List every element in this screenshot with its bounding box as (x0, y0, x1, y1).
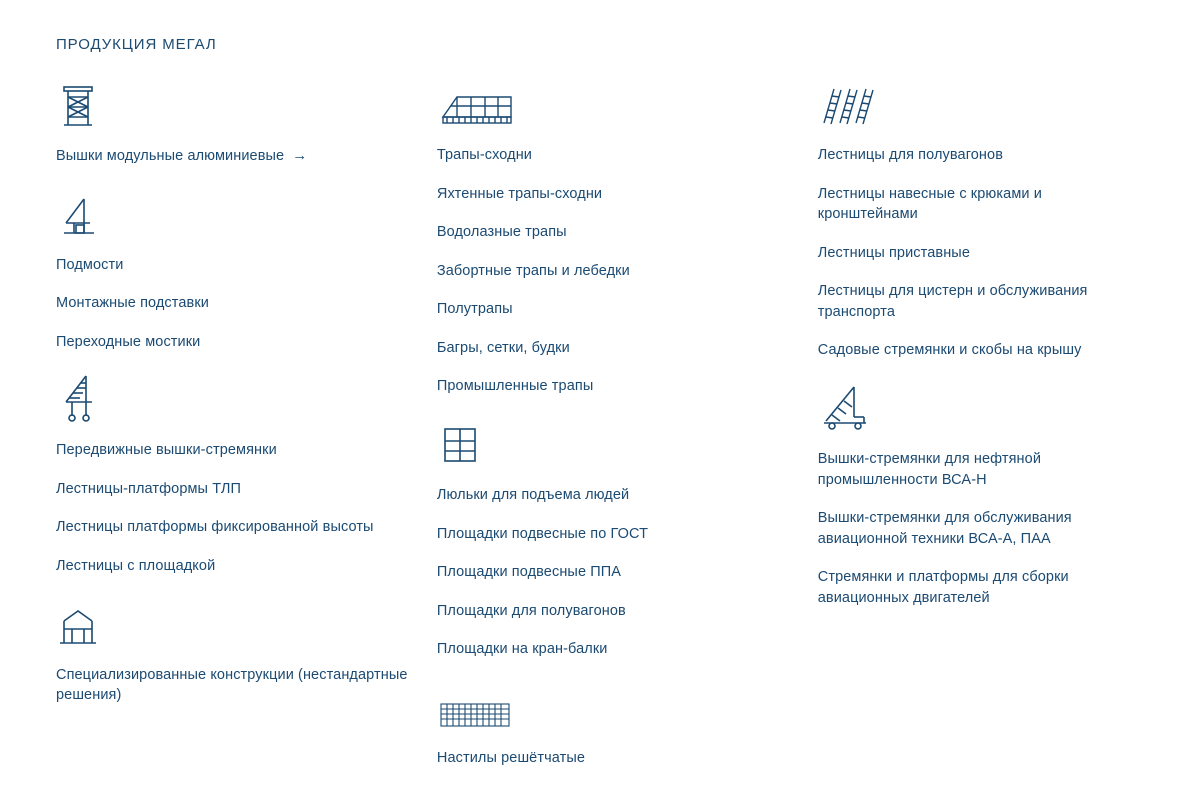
catalog-group-modular-towers (56, 83, 417, 167)
list-item[interactable] (818, 281, 1144, 322)
list-item[interactable] (437, 299, 798, 320)
list-item-label: Водолазные трапы (436, 224, 567, 241)
list-item[interactable] (56, 255, 417, 276)
list-item-label: Лестницы навесные с крюками и кронштейнами (817, 185, 1042, 223)
list-item[interactable] (437, 376, 798, 397)
list-item-label: Лестницы с площадкой (56, 558, 216, 575)
list-item-label: Полутрапы (436, 301, 513, 318)
list-item[interactable] (437, 562, 798, 583)
list-item[interactable] (437, 524, 798, 545)
list-item[interactable] (818, 145, 1144, 166)
list-item[interactable] (56, 332, 417, 353)
scaffold-podmost-icon (56, 193, 417, 239)
list-item[interactable] (437, 145, 798, 166)
catalog-group-mobile-stepladders (56, 378, 417, 576)
list-item[interactable] (437, 261, 798, 282)
special-construction-icon (56, 603, 417, 649)
list-item-label: Лестницы приставные (817, 244, 970, 261)
list-item-label: Лестницы для цистерн и обслуживания транспорта (817, 283, 1088, 320)
list-item-label: Площадки на кран-балки (436, 641, 608, 658)
list-item[interactable] (437, 222, 798, 243)
list-item-label: Специализированные конструкции (нестандартные решения) (56, 666, 408, 704)
catalog-column-1 (56, 83, 437, 732)
list-item-label: Садовые стремянки и скобы на крышу (817, 342, 1082, 359)
catalog-group-aviation-stepladders (818, 387, 1144, 608)
cradle-platform-icon (437, 423, 798, 469)
catalog-group-ladders (818, 83, 1144, 361)
list-item[interactable] (56, 517, 417, 538)
catalog-group-cradles-platforms (437, 423, 798, 660)
list-item-label: Площадки для полувагонов (436, 602, 626, 619)
gangway-icon (437, 83, 798, 129)
list-item[interactable] (56, 479, 417, 500)
arrow-right-icon: → (292, 147, 308, 164)
catalog-group-special-constructions (56, 603, 417, 706)
list-item[interactable] (437, 485, 798, 506)
list-item[interactable] (818, 567, 1144, 608)
list-item[interactable] (818, 449, 1144, 490)
list-item[interactable] (437, 639, 798, 660)
list-item-label: Настилы решётчатые (436, 749, 586, 766)
list-item-label: Лестницы для полувагонов (817, 147, 1004, 163)
list-item-label: Люльки для подъема людей (436, 487, 630, 504)
list-item-label: Яхтенные трапы-сходни (436, 185, 603, 202)
list-item[interactable] (56, 665, 417, 706)
list-item[interactable] (818, 243, 1144, 264)
list-item[interactable] (437, 748, 798, 769)
list-item-label: Стремянки и платформы для сборки авиационных двигателей (817, 569, 1069, 606)
list-item-label: Забортные трапы и лебедки (436, 262, 630, 279)
catalog-column-3 (818, 83, 1144, 635)
catalog-group-podmosti (56, 193, 417, 353)
list-item-label: Вышки модульные алюминиевые (56, 148, 285, 164)
list-item-label: Вышки-стремянки для обслуживания авиационной техники ВСА-А, ПАА (817, 510, 1072, 547)
list-item-label: Промышленные трапы (436, 378, 594, 395)
list-item[interactable] (818, 508, 1144, 549)
list-item-label: Трапы-сходни (436, 147, 532, 163)
list-item-label: Монтажные подставки (56, 295, 209, 312)
aviation-stepladder-icon (818, 387, 1144, 433)
list-item[interactable] (437, 184, 798, 205)
list-item-label: Вышки-стремянки для нефтяной промышленности ВСА-Н (817, 451, 1042, 488)
list-item[interactable] (437, 338, 798, 359)
list-item-label: Переходные мостики (56, 333, 201, 350)
list-item-label: Передвижные вышки-стремянки (56, 442, 277, 459)
catalog-group-gangways (437, 83, 798, 397)
list-item[interactable] (437, 601, 798, 622)
catalog-group-gratings (437, 686, 798, 769)
list-item-label: Подмости (56, 256, 124, 273)
modular-tower-icon (56, 83, 417, 129)
list-item[interactable] (818, 340, 1144, 361)
list-item-label: Багры, сетки, будки (436, 339, 570, 356)
list-item[interactable] (56, 293, 417, 314)
page-title: ПРОДУКЦИЯ МЕГАЛ (56, 36, 217, 53)
catalog-columns (56, 83, 1144, 795)
list-item-label: Лестницы-платформы ТЛП (56, 480, 241, 497)
list-item[interactable] (56, 440, 417, 461)
ladders-icon (818, 83, 1144, 129)
list-item[interactable] (818, 184, 1144, 225)
list-item-label: Площадки подвесные по ГОСТ (436, 525, 649, 542)
list-item-label: Лестницы платформы фиксированной высоты (56, 519, 374, 536)
grating-deck-icon (437, 686, 798, 732)
mobile-stepladder-icon (56, 378, 417, 424)
catalog-column-2 (437, 83, 818, 795)
list-item-label: Площадки подвесные ППА (436, 564, 622, 581)
list-item[interactable] (56, 145, 417, 167)
list-item[interactable] (56, 556, 417, 577)
